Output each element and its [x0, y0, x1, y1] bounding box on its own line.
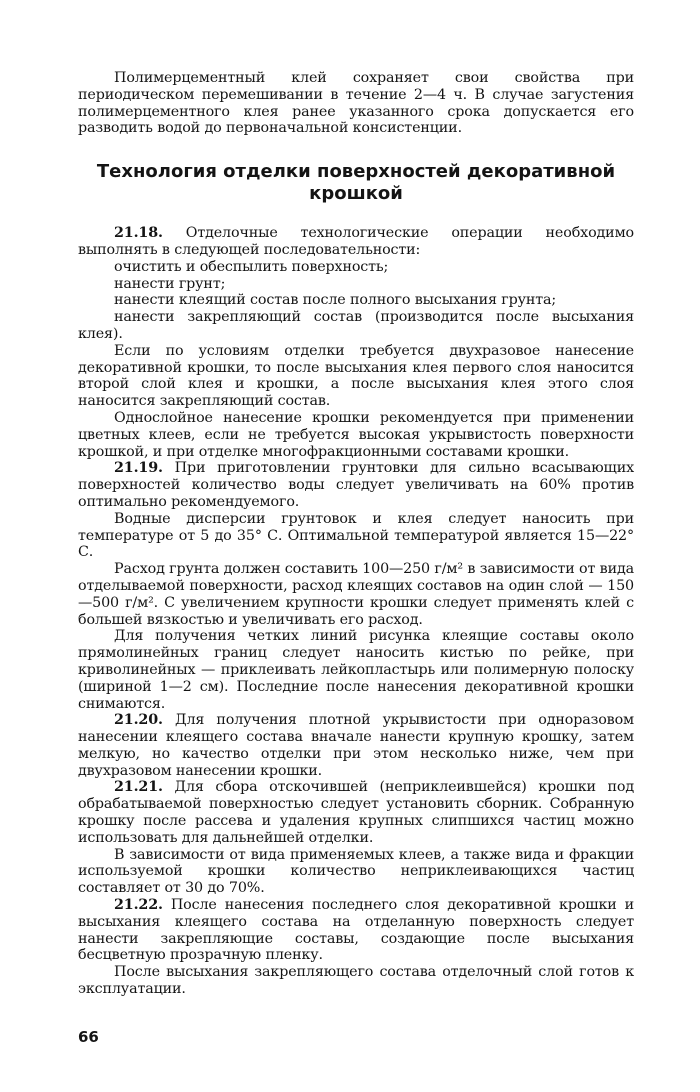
clause-text: Для сбора отскочившей (неприклеившейся) крошки под обрабатываемой поверхностью следует установить сборник. Собранную крошку после рассева и удаления крупных слипшихся частиц можно использовать для дальнейшей отделки.: [78, 779, 634, 846]
clause-text: Отделочные технологические операции необходимо выполнять в следующей последовательности:: [78, 225, 634, 258]
step-item: нанести грунт;: [114, 275, 226, 292]
intro-paragraph: Полимерцементный клей сохраняет свои свойства при периодическом перемешивании в течение 2—4 ч. В случае загустения полимерцементного клея ранее указанного срока допускается его разводить водой до первоначальной консистенции.: [78, 70, 634, 137]
clause-21-21: [78, 779, 634, 846]
clause-number: 21.19.: [114, 460, 163, 477]
paragraph: Для получения четких линий рисунка клеящие составы около прямолинейных границ следует наносить кистью по рейке, при криволинейных — приклеивать лейкопластырь или полимерную полоску (шириной 1—2 см). Последние после нанесения декоративной крошки снимаются.: [78, 628, 634, 712]
clause-number: 21.20.: [114, 712, 163, 729]
clause-number: 21.22.: [114, 897, 163, 914]
clause-text: При приготовлении грунтовки для сильно всасывающих поверхностей количество воды следует увеличивать на 60% против оптимально рекомендуемого.: [78, 460, 634, 510]
clause-text: Для получения плотной укрывистости при одноразовом нанесении клеящего состава вначале нанести крупную крошку, затем мелкую, но качество отделки при этом несколько ниже, чем при двухразовом нанесении крошки.: [78, 712, 634, 779]
step-item: нанести закрепляющий состав (производится после высыхания клея).: [78, 309, 634, 342]
page-number: 66: [78, 1028, 99, 1046]
paragraph: После высыхания закрепляющего состава отделочный слой готов к эксплуатации.: [78, 964, 634, 998]
paragraph: Водные дисперсии грунтовок и клея следует наносить при температуре от 5 до 35° С. Оптимальной температурой является 15—22° С.: [78, 510, 634, 561]
clause-21-18: [78, 225, 634, 259]
paragraph: Расход грунта должен составить 100—250 г/м² в зависимости от вида отделываемой поверхности, расход клеящих составов на один слой — 150—500 г/м². С увеличением крупности крошки следует применять клей с большей вязкостью и увеличивать его расход.: [78, 561, 634, 628]
clause-21-22: [78, 897, 634, 964]
section-heading: Технология отделки поверхностей декоративной крошкой: [96, 161, 616, 205]
paragraph: Если по условиям отделки требуется двухразовое нанесение декоративной крошки, то после высыхания клея первого слоя наносится второй слой клея и крошки, а после высыхания клея этого слоя наносится закрепляющий состав.: [78, 342, 634, 410]
page-body: [78, 70, 634, 998]
step-item: очистить и обеспылить поверхность;: [114, 258, 389, 275]
step-item: нанести клеящий состав после полного высыхания грунта;: [114, 292, 557, 309]
clause-number: 21.18.: [114, 225, 163, 242]
clause-number: 21.21.: [114, 779, 163, 796]
clause-21-20: [78, 712, 634, 779]
paragraph: В зависимости от вида применяемых клеев, а также вида и фракции используемой крошки количество неприклеивающихся частиц составляет от 30 до 70%.: [78, 846, 634, 897]
clause-21-19: [78, 460, 634, 510]
clause-text: После нанесения последнего слоя декоративной крошки и высыхания клеящего состава на отделанную поверхность следует нанести закрепляющие составы, создающие после высыхания бесцветную прозрачную пленку.: [78, 897, 634, 964]
paragraph: Однослойное нанесение крошки рекомендуется при применении цветных клеев, если не требуется высокая укрывистость поверхности крошкой, и при отделке многофракционными составами крошки.: [78, 409, 634, 460]
